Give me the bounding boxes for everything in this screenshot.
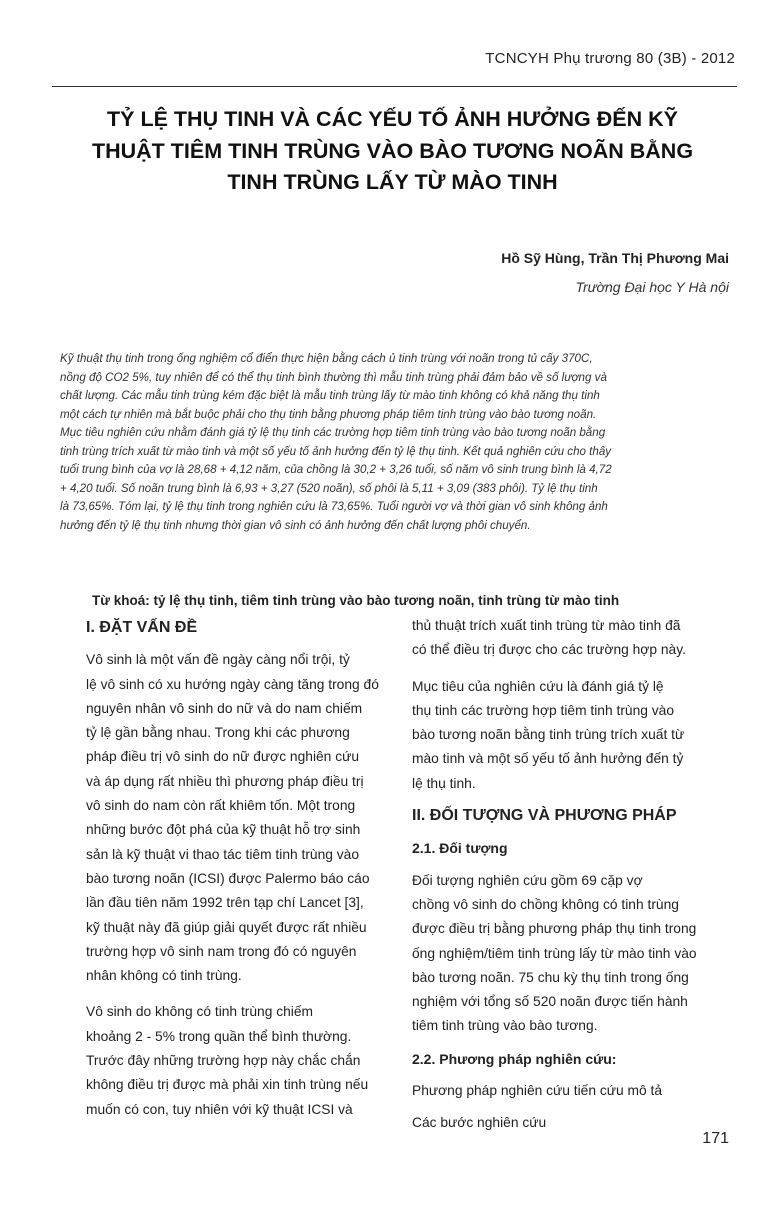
abstract-line: là 73,65%. Tóm lại, tỷ lệ thụ tinh trong nghiên cứu là 73,65%. Tuổi người vợ và thời gian vô sinh không ảnh	[60, 500, 608, 513]
abstract-line: Kỹ thuật thụ tinh trong ống nghiệm cổ điển thực hiện bằng cách ủ tinh trùng với noãn trong tủ cấy 370C,	[60, 352, 593, 365]
paragraph-line: Vô sinh do không có tinh trùng chiếm	[86, 1004, 314, 1020]
paragraph-line: khoảng 2 - 5% trong quần thể bình thường.	[86, 1028, 352, 1044]
abstract-line: tinh trùng trích xuất từ mào tinh và một số yếu tố ảnh hưởng đến tỷ lệ thụ tinh. Kết quả nghiên cứu cho thấy	[60, 444, 612, 458]
article-title	[50, 104, 735, 199]
paragraph-line: Mục tiêu của nghiên cứu là đánh giá tỷ lệ	[412, 678, 664, 694]
subsection-heading-methods: 2.2. Phương pháp nghiên cứu:	[412, 1050, 617, 1067]
page-number: 171	[702, 1130, 729, 1147]
paragraph-line: chồng vô sinh do chồng không có tinh trùng	[412, 896, 679, 912]
paragraph-line: những bước đột phá của kỹ thuật hỗ trợ sinh	[86, 822, 361, 838]
paragraph-line: nguyên nhân vô sinh do nữ và do nam chiếm	[86, 700, 363, 716]
paragraph-line: tỷ lệ gần bằng nhau. Trong khi các phương	[86, 725, 350, 741]
spacer	[412, 663, 732, 675]
paragraph-line: kỹ thuật này đã giúp giải quyết được rất nhiều	[86, 919, 367, 935]
paragraph-line: Vô sinh là một vấn đề ngày càng nổi trội, tỷ	[86, 652, 350, 668]
paragraph-line: nghiệm với tổng số 520 noãn được tiến hành	[412, 994, 688, 1010]
abstract-line: tuổi trung bình của vợ là 28,68 + 4,12 năm, của chồng là 30,2 + 3,26 tuổi, số năm vô sinh trung bình là 4,72	[60, 463, 612, 476]
abstract-line: một cách tự nhiên mà bắt buộc phải cho thụ tinh bằng phương pháp tiêm tinh trùng vào bào tương noãn.	[60, 407, 597, 421]
abstract-line: nồng độ CO2 5%, tuy nhiên để có thể thụ tinh bình thường thì mẫu tinh trùng phải đảm bảo về số lượng và	[60, 370, 607, 384]
paragraph-line: bào tương noãn bằng tinh trùng trích xuất từ	[412, 727, 685, 743]
subsection-heading-subjects: 2.1. Đối tượng	[412, 840, 508, 857]
abstract-line: chất lượng. Các mẫu tinh trùng kém đặc biệt là mẫu tinh trùng lấy từ mào tinh không có khả năng thụ tinh	[60, 389, 600, 402]
spacer	[412, 1103, 732, 1111]
title-line: THUẬT TIÊM TINH TRÙNG VÀO BÀO TƯƠNG NOÃN BẰNG	[91, 138, 694, 163]
spacer	[412, 796, 732, 804]
abstract-line: + 4,20 tuổi. Số noãn trung bình là 6,93 + 3,27 (520 noãn), số phôi là 5,11 + 3,09 (383 phôi). Tỷ lệ thụ tinh	[60, 481, 598, 495]
paragraph-line: mào tinh và một số yếu tố ảnh hưởng đến tỷ	[412, 751, 684, 767]
paragraph-line: không điều trị được mà phải xin tinh trùng nếu	[86, 1077, 369, 1093]
journal-header: TCNCYH Phụ trương 80 (3B) - 2012	[485, 50, 735, 67]
paragraph-line: lệ thụ tinh.	[412, 775, 476, 791]
affiliation: Trường Đại học Y Hà nội	[575, 279, 729, 295]
authors: Hồ Sỹ Hùng, Trần Thị Phương Mai	[501, 250, 729, 266]
paragraph-line: thụ tinh các trường hợp tiêm tinh trùng vào	[412, 702, 675, 718]
paragraph-line: bào tương noãn (ICSI) được Palermo báo cáo	[86, 870, 370, 886]
right-column	[412, 614, 732, 1136]
paragraph-line: vô sinh do nam còn rất khiêm tốn. Một trong	[86, 798, 356, 814]
paragraph-line: sản là kỹ thuật vi thao tác tiêm tinh trùng vào	[86, 846, 360, 862]
left-column	[86, 616, 386, 1122]
paragraph-line: muốn có con, tuy nhiên với kỹ thuật ICSI và	[86, 1101, 353, 1117]
abstract-line: hưởng đến tỷ lệ thụ tinh nhưng thời gian vô sinh có ảnh hưởng đến chất lượng phôi chuyển.	[60, 518, 531, 532]
paragraph-line: trường hợp vô sinh nam trong đó có nguyên	[86, 943, 357, 959]
abstract-line: Mục tiêu nghiên cứu nhằm đánh giá tỷ lệ thụ tinh các trường hợp tiêm tinh trùng vào bào tương noãn bằng	[60, 426, 606, 439]
section-heading-methods: II. ĐỐI TƯỢNG VÀ PHƯƠNG PHÁP	[412, 807, 677, 825]
section-heading-introduction: I. ĐẶT VẤN ĐỀ	[86, 619, 198, 636]
paragraph-line: Đối tượng nghiên cứu gồm 69 cặp vợ	[412, 872, 643, 888]
paragraph-line: ống nghiệm/tiêm tinh trùng lấy từ mào tinh vào	[412, 945, 697, 961]
paragraph-line: tiêm tinh trùng vào bào tương.	[412, 1018, 598, 1034]
spacer	[412, 1071, 732, 1079]
spacer	[412, 861, 732, 869]
title-line: TỶ LỆ THỤ TINH VÀ CÁC YẾU TỐ ẢNH HƯỞNG ĐẾN KỸ	[107, 107, 678, 131]
paragraph-line: và áp dụng rất nhiều thì phương pháp điều trị	[86, 773, 364, 789]
paragraph-line: lệ vô sinh có xu hướng ngày càng tăng trong đó	[86, 676, 379, 692]
spacer	[86, 988, 386, 1000]
paragraph-line: lần đầu tiên năm 1992 trên tạp chí Lancet [3],	[86, 895, 364, 911]
paragraph-line: bào tương noãn. 75 chu kỳ thụ tinh trong ống	[412, 969, 689, 985]
paragraph-line: Trước đây những trường hợp này chắc chắn	[86, 1053, 361, 1069]
keywords: Từ khoá: tỷ lệ thụ tinh, tiêm tinh trùng vào bào tương noãn, tinh trùng từ mào tinh	[92, 593, 620, 608]
header-rule	[52, 86, 737, 87]
paragraph-line: nhân không có tinh trùng.	[86, 968, 242, 984]
abstract	[60, 350, 731, 535]
paragraph-line: Phương pháp nghiên cứu tiến cứu mô tả	[412, 1083, 662, 1099]
spacer	[86, 640, 386, 648]
paragraph-line: pháp điều trị vô sinh do nữ được nghiên cứu	[86, 749, 360, 765]
paragraph-line: thủ thuật trích xuất tinh trùng từ mào tinh đã	[412, 618, 681, 633]
spacer	[412, 828, 732, 836]
paragraph-line: có thể điều trị được cho các trường hợp này.	[412, 642, 686, 658]
paragraph-line: được điều trị bằng phương pháp thụ tinh trong	[412, 921, 697, 937]
title-line: TINH TRÙNG LẤY TỪ MÀO TINH	[227, 170, 558, 194]
paragraph-line: Các bước nghiên cứu	[412, 1115, 547, 1131]
spacer	[412, 1039, 732, 1047]
